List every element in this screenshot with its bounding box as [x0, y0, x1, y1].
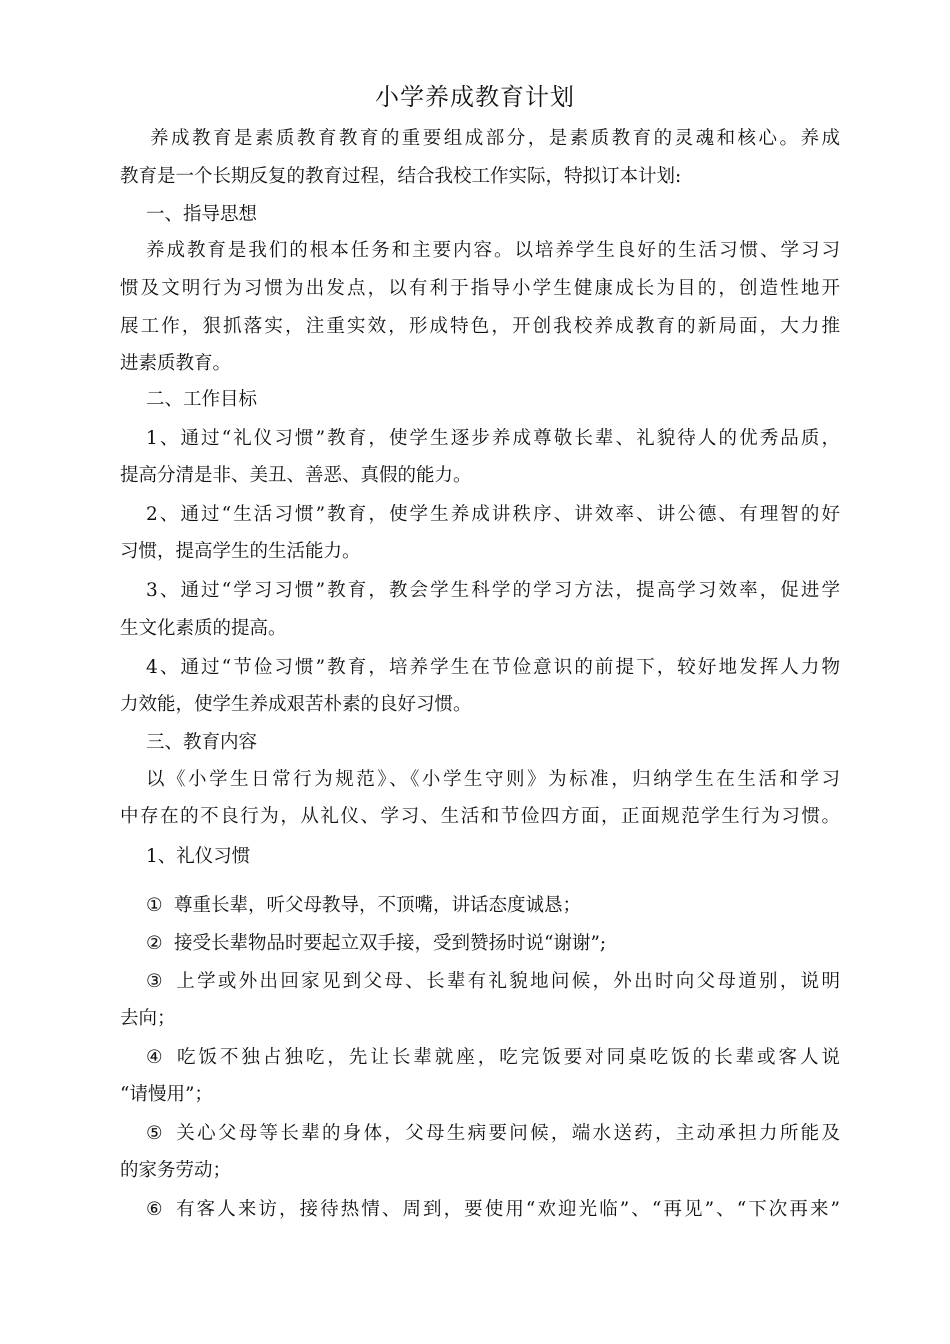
intro-line: 养成教育是素质教育教育的重要组成部分，是素质教育的灵魂和核心。养成: [150, 128, 840, 149]
list-item: [146, 967, 840, 997]
section-heading: 一、指导思想: [146, 204, 258, 225]
goal-line: 提高分清是非、美丑、善恶、真假的能力。: [120, 465, 472, 486]
intro-line: 教育是一个长期反复的教育过程，结合我校工作实际，特拟订本计划:: [120, 166, 682, 187]
goal-line: 2、通过“生活习惯”教育，使学生养成讲秩序、讲效率、讲公德、有理智的好: [146, 504, 840, 525]
item-text: 有客人来访，接待热情、周到，要使用“欢迎光临”、“再见”、“下次再来”: [174, 1199, 840, 1220]
paragraph-line: 以《小学生日常行为规范》、《小学生守则》为标准，归纳学生在生活和学习: [146, 769, 840, 790]
item-number: ⑥: [146, 1199, 163, 1220]
paragraph-line: 进素质教育。: [120, 353, 232, 374]
paragraph-line: 中存在的不良行为，从礼仪、学习、生活和节俭四方面，正面规范学生行为习惯。: [120, 806, 840, 827]
item-number: ④: [146, 1047, 163, 1068]
item-continuation: 的家务劳动；: [120, 1160, 232, 1181]
section-heading: 二、工作目标: [146, 389, 258, 410]
goal-line: 1、通过“礼仪习惯”教育，使学生逐步养成尊敬长辈、礼貌待人的优秀品质，: [146, 428, 840, 449]
item-text: 接受长辈物品时要起立双手接，受到赞扬时说“谢谢”;: [174, 933, 607, 954]
item-number: ③: [146, 971, 163, 992]
list-item: [146, 1043, 840, 1073]
list-item: [146, 1119, 840, 1149]
item-continuation: 去向；: [120, 1008, 176, 1029]
goal-line: 3、通过“学习习惯”教育，教会学生科学的学习方法，提高学习效率，促进学: [146, 580, 840, 601]
list-item: [146, 1195, 840, 1225]
goal-line: 习惯，提高学生的生活能力。: [120, 541, 361, 562]
item-number: ①: [146, 895, 163, 916]
item-number: ⑤: [146, 1123, 163, 1144]
item-text: 尊重长辈，听父母教导，不顶嘴，讲话态度诚恳；: [174, 895, 582, 916]
goal-line: 4、通过“节俭习惯”教育，培养学生在节俭意识的前提下，较好地发挥人力物: [146, 657, 840, 678]
item-number: ②: [146, 933, 163, 954]
paragraph-line: 惯及文明行为习惯为出发点，以有利于指导小学生健康成长为目的，创造性地开: [120, 278, 840, 299]
item-text: 上学或外出回家见到父母、长辈有礼貌地问候，外出时向父母道别，说明: [174, 971, 840, 992]
paragraph-line: 展工作，狠抓落实，注重实效，形成特色，开创我校养成教育的新局面，大力推: [120, 316, 840, 337]
subsection-heading: 1、礼仪习惯: [146, 846, 251, 867]
section-heading: 三、教育内容: [146, 732, 258, 753]
document-title: 小学养成教育计划: [375, 83, 575, 111]
item-continuation: “请慢用”；: [120, 1084, 213, 1105]
item-text: 吃饭不独占独吃，先让长辈就座，吃完饭要对同桌吃饭的长辈或客人说: [174, 1047, 840, 1068]
goal-line: 力效能，使学生养成艰苦朴素的良好习惯。: [120, 694, 472, 715]
paragraph-line: 养成教育是我们的根本任务和主要内容。以培养学生良好的生活习惯、学习习: [146, 240, 840, 261]
item-text: 关心父母等长辈的身体，父母生病要问候，端水送药，主动承担力所能及: [174, 1123, 840, 1144]
goal-line: 生文化素质的提高。: [120, 618, 287, 639]
list-item: [146, 929, 840, 959]
list-item: [146, 891, 840, 921]
